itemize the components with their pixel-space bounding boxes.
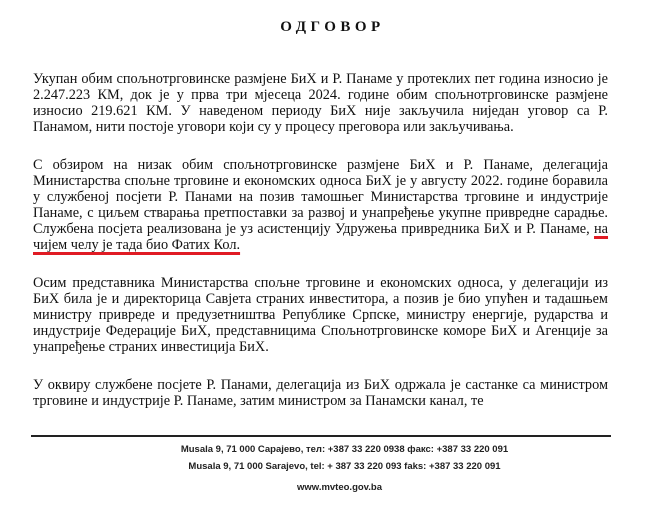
footer-website-link[interactable]: www.mvteo.gov.ba — [297, 482, 382, 493]
paragraph-delegation-members: Осим представника Министарства спољне трговине и економских односа, у делегацији из БиХ била је и директорица Савјета страних инвеститора, а позив је био упућен и тадашњем министру привреде и предузетништва Републике Српске, министру енергије, рударства и индустрије Федерације БиХ, представницима Спољнотрговинске коморе БиХ и Агенције за унапређење страних инвестиција БиХ. — [33, 275, 608, 355]
underlined-phrase: на чијем челу је тада био Фатих Кол. — [33, 221, 609, 253]
footer-divider — [31, 435, 611, 437]
paragraph-delegation-visit-text: С обзиром на низак обим спољнотрговинске размјене БиХ и Р. Панаме, делегација Министарства спољне трговине и економских односа БиХ је у августу 2022. године боравила у службеној посјети Р. Панами на позив тамошњег Министарства трговине и индустрије Панаме, с циљем стварања претпоставки за развој и унапређење укупне привредне сарадње. Службена посјета реализована је уз асистенцију Удружења привредника БиХ и Р. Панаме, — [33, 157, 608, 237]
paragraph-delegation-visit — [33, 157, 608, 253]
footer-address-cyrillic: Musala 9, 71 000 Сарајево, тел: +387 33 220 0938 факс: +387 33 220 091 — [180, 444, 509, 455]
paragraph-meetings: У оквиру службене посјете Р. Панами, делегација из БиХ одржала је састанке са министром трговине и индустрије Р. Панаме, затим министром за Панамски канал, те — [33, 377, 608, 409]
footer-address-latin: Musala 9, 71 000 Sarajevo, tel: + 387 33 220 093 faks: +387 33 220 091 — [188, 461, 501, 472]
document-title: ОДГОВОР — [280, 19, 385, 35]
paragraph-trade-volume: Укупан обим спољнотрговинске размјене БиХ и Р. Панаме у протеклих пет година износио је 2.247.223 КМ, док је у прва три мјесеца 2024. године обим спољнотрговинске размјене износио 219.621 КМ. У наведеном периоду БиХ није закључила ниједан уговор са Р. Панамом, нити постоје уговори који су у процесу преговора или закључивања. — [33, 71, 608, 135]
